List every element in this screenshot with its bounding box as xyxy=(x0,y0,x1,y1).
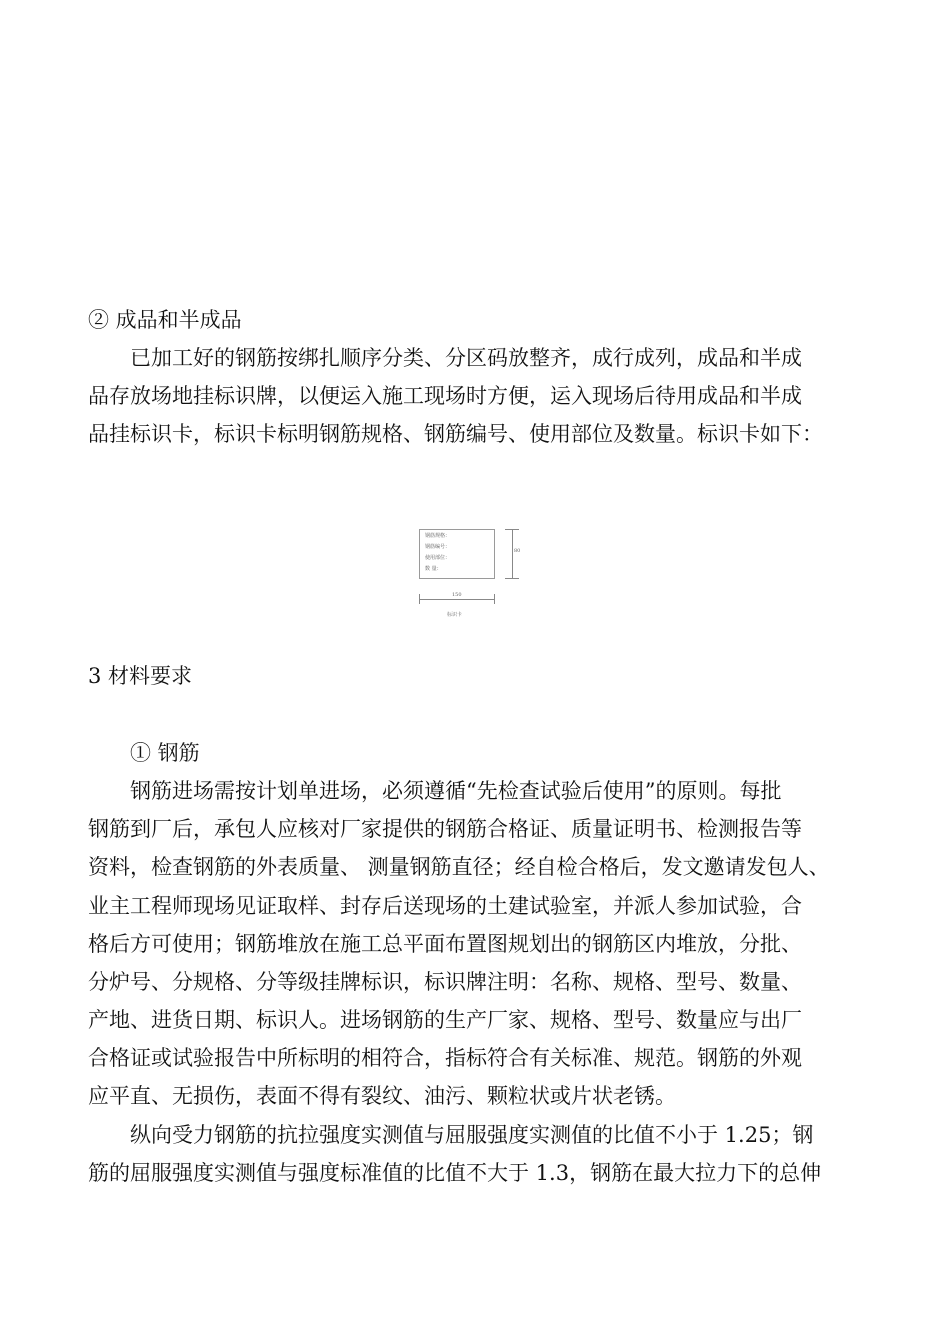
card-field: 钢筋编号： xyxy=(425,544,451,550)
paragraph-line: 纵向受力钢筋的抗拉强度实测值与屈服强度实测值的比值不小于 1.25；钢 xyxy=(130,1123,814,1147)
label-card-figure xyxy=(405,520,535,624)
paragraph-line: 钢筋进场需按计划单进场，必须遵循“先检查试验后使用”的原则。每批 xyxy=(130,779,782,803)
paragraph-line: 已加工好的钢筋按绑扎顺序分类、分区码放整齐，成行成列，成品和半成 xyxy=(130,346,802,370)
paragraph-line: 格后方可使用；钢筋堆放在施工总平面布置图规划出的钢筋区内堆放，分批、 xyxy=(88,932,802,956)
paragraph-line: 分炉号、分规格、分等级挂牌标识，标识牌注明：名称、规格、型号、数量、 xyxy=(88,970,802,994)
section-heading-finished: ② 成品和半成品 xyxy=(88,308,242,332)
paragraph-line: 应平直、无损伤，表面不得有裂纹、油污、颗粒状或片状老锈。 xyxy=(88,1084,676,1108)
dimension-tick xyxy=(419,594,420,604)
dimension-tick xyxy=(505,529,519,530)
paragraph-line: 产地、进货日期、标识人。进场钢筋的生产厂家、规格、型号、数量应与出厂 xyxy=(88,1008,802,1032)
dimension-tick xyxy=(494,594,495,604)
section-heading-material: 3 材料要求 xyxy=(88,664,193,688)
height-dimension-label: 80 xyxy=(514,548,521,554)
width-dimension-label: 150 xyxy=(452,592,462,598)
label-card xyxy=(419,529,495,579)
paragraph-line: 资料，检查钢筋的外表质量、 测量钢筋直径；经自检合格后，发文邀请发包人、 xyxy=(88,855,830,879)
paragraph-line: 钢筋到厂后，承包人应核对厂家提供的钢筋合格证、质量证明书、检测报告等 xyxy=(88,817,802,841)
paragraph-line: 业主工程师现场见证取样、封存后送现场的土建试验室，并派人参加试验，合 xyxy=(88,894,802,918)
paragraph-line: 品存放场地挂标识牌，以便运入施工现场时方便，运入现场后待用成品和半成 xyxy=(88,384,802,408)
height-dimension-line xyxy=(512,529,513,579)
sub-heading-rebar: ① 钢筋 xyxy=(130,741,200,765)
card-field: 数 量： xyxy=(425,566,442,572)
card-field: 钢筋规格： xyxy=(425,533,451,539)
dimension-tick xyxy=(505,578,519,579)
width-dimension-line xyxy=(419,599,495,600)
paragraph-line: 品挂标识卡，标识卡标明钢筋规格、钢筋编号、使用部位及数量。标识卡如下： xyxy=(88,422,823,446)
paragraph-line: 合格证或试验报告中所标明的相符合，指标符合有关标准、规范。钢筋的外观 xyxy=(88,1046,802,1070)
paragraph-line: 筋的屈服强度实测值与强度标准值的比值不大于 1.3，钢筋在最大拉力下的总伸 xyxy=(88,1161,822,1185)
figure-caption: 标识卡 xyxy=(447,612,463,618)
card-field: 使用部位： xyxy=(425,555,451,561)
